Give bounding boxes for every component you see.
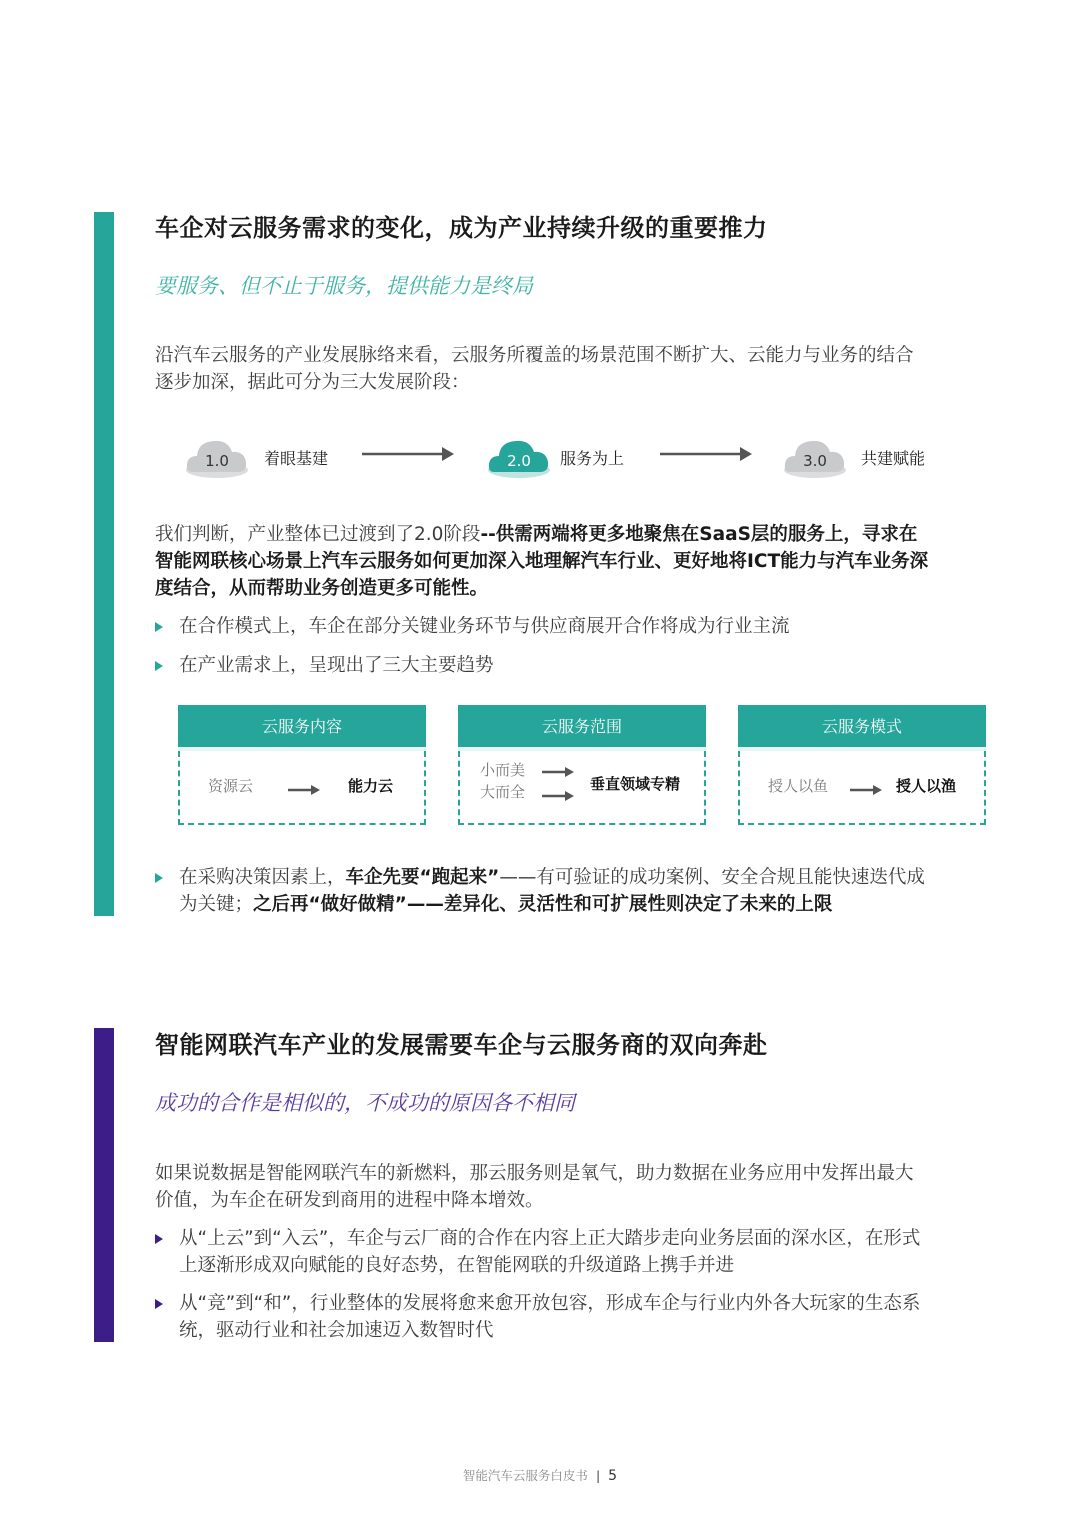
intro-line-2: 价值，为车企在研发到商用的进程中降本增效。 <box>155 1190 544 1211</box>
stage-1-version: 1.0 <box>205 452 229 470</box>
intro-line-1: 如果说数据是智能网联汽车的新燃料，那云服务则是氧气，助力数据在业务应用中发挥出最大 <box>155 1163 914 1184</box>
stage-2-label: 服务为上 <box>560 449 625 468</box>
stage-3-version: 3.0 <box>803 452 827 470</box>
stage-arrow-icon <box>660 444 752 464</box>
section2-subtitle: 成功的合作是相似的，不成功的原因各不相同 <box>155 1091 575 1115</box>
section2-intro <box>155 1160 995 1214</box>
section1-subtitle: 要服务、但不止于服务，提供能力是终局 <box>155 274 533 298</box>
trend-to: 能力云 <box>348 777 394 795</box>
bullet-text: 在合作模式上，车企在部分关键业务环节与供应商展开合作将成为行业主流 <box>179 616 790 637</box>
trend-box-head: 云服务范围 <box>458 705 706 747</box>
footer-separator: | <box>595 1468 601 1483</box>
stage-2-cloud-icon <box>486 432 552 478</box>
arrow-right-icon <box>542 789 574 803</box>
stage-1-label: 着眼基建 <box>264 449 329 468</box>
trend-box-mode <box>738 705 986 825</box>
bullet-cloud-entry <box>155 1225 995 1279</box>
procurement-bold-refine: 之后再“做好做精”——差异化、灵活性和可扩展性则决定了未来的上限 <box>253 894 833 915</box>
judgement-paragraph <box>155 521 995 602</box>
stage-1-cloud-icon <box>184 432 250 478</box>
footer-doc-title: 智能汽车云服务白皮书 <box>462 1468 588 1483</box>
procurement-bold-run: 车企先要“跑起来” <box>345 867 500 888</box>
intro-line-1: 沿汽车云服务的产业发展脉络来看，云服务所覆盖的场景范围不断扩大、云能力与业务的结合 <box>155 345 914 366</box>
bullet-triangle-icon <box>155 1299 163 1309</box>
bullet-procurement <box>155 864 995 918</box>
trend-box-body <box>738 751 986 825</box>
stage-3-cloud-icon <box>782 432 848 478</box>
trend-from: 授人以鱼 <box>768 777 829 795</box>
trend-box-head: 云服务模式 <box>738 705 986 747</box>
page-footer <box>0 1466 1080 1484</box>
procurement-mid: ——有可验证的成功案例、安全合规且能快速迭代成 <box>499 867 925 888</box>
trend-box-body <box>178 751 426 825</box>
bullet-line-2: 上逐渐形成双向赋能的良好态势，在智能网联的升级道路上携手并进 <box>179 1255 735 1276</box>
trend-box-scope <box>458 705 706 825</box>
judge-bold-1: --供需两端将更多地聚焦在SaaS层的服务上，寻求在 <box>480 524 918 545</box>
trend-box-content <box>178 705 426 825</box>
stage-3-label: 共建赋能 <box>861 449 926 468</box>
stage-2-version: 2.0 <box>507 452 531 470</box>
bullet-triangle-icon <box>155 1234 163 1244</box>
trend-to: 授人以渔 <box>896 777 957 795</box>
bullet-line-1: 从“上云”到“入云”，车企与云厂商的合作在内容上正大踏步走向业务层面的深水区，在形式 <box>179 1228 921 1249</box>
trend-from-b: 大而全 <box>480 783 526 801</box>
bullet-triangle-icon <box>155 873 163 883</box>
intro-line-2: 逐步加深，据此可分为三大发展阶段： <box>155 372 470 393</box>
page-number: 5 <box>608 1468 618 1484</box>
bullet-line-1: 从“竞”到“和”，行业整体的发展将愈来愈开放包容，形成车企与行业内外各大玩家的生态系 <box>179 1293 921 1314</box>
arrow-right-icon <box>850 783 882 797</box>
bullet-line-2: 统，驱动行业和社会加速迈入数智时代 <box>179 1320 494 1341</box>
bullet-text: 在产业需求上，呈现出了三大主要趋势 <box>179 655 494 676</box>
trend-from: 资源云 <box>208 777 254 795</box>
bullet-triangle-icon <box>155 622 163 632</box>
stage-arrow-icon <box>362 444 454 464</box>
section2-accent-bar <box>94 1028 114 1342</box>
bullet-competition-harmony <box>155 1290 995 1344</box>
procurement-mid-2: 为关键； <box>179 894 254 915</box>
section1-title: 车企对云服务需求的变化，成为产业持续升级的重要推力 <box>155 214 768 242</box>
bullet-triangle-icon <box>155 661 163 671</box>
bullet-cooperation <box>155 613 995 640</box>
arrow-right-icon <box>542 765 574 779</box>
section1-accent-bar <box>94 212 114 916</box>
judge-bold-3: 度结合，从而帮助业务创造更多可能性。 <box>155 578 489 599</box>
section1-intro <box>155 342 995 396</box>
trend-box-body <box>458 751 706 825</box>
trend-box-head: 云服务内容 <box>178 705 426 747</box>
section2-title: 智能网联汽车产业的发展需要车企与云服务商的双向奔赴 <box>155 1031 768 1059</box>
judge-lead: 我们判断，产业整体已过渡到了2.0阶段 <box>155 524 481 545</box>
arrow-right-icon <box>288 783 320 797</box>
judge-bold-2: 智能网联核心场景上汽车云服务如何更加深入地理解汽车行业、更好地将ICT能力与汽车业务深 <box>155 551 929 572</box>
bullet-demand <box>155 652 995 679</box>
trend-from-a: 小而美 <box>480 761 526 779</box>
procurement-lead: 在采购决策因素上， <box>179 867 346 888</box>
trend-to: 垂直领域专精 <box>590 775 681 793</box>
